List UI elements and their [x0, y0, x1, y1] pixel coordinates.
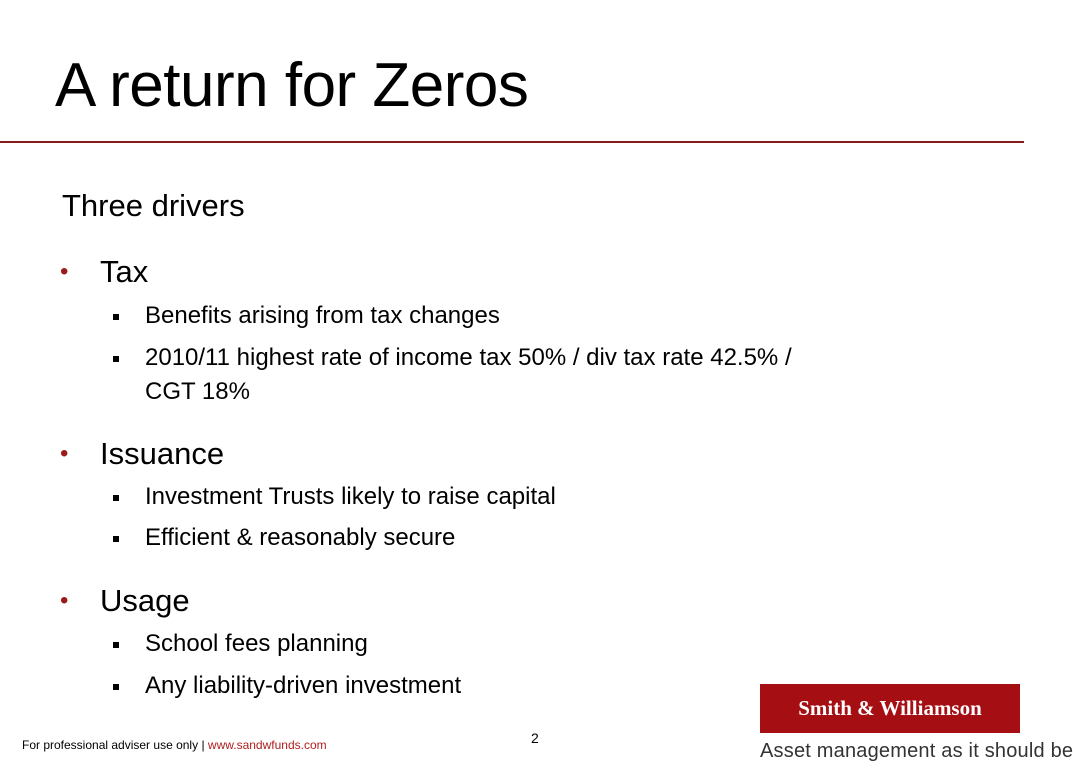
- square-bullet-icon: [113, 356, 119, 362]
- footer-separator: |: [201, 738, 205, 752]
- bullet-heading: Tax: [100, 254, 149, 289]
- sub-bullet-text: Any liability-driven investment: [145, 672, 462, 699]
- footer-disclaimer: For professional adviser use only: [22, 738, 199, 752]
- bullet-dot-icon: •: [60, 587, 69, 614]
- title-divider: [0, 141, 1024, 143]
- sub-bullet-text: CGT 18%: [145, 378, 250, 405]
- slide-subtitle: Three drivers: [62, 188, 245, 223]
- square-bullet-icon: [113, 642, 119, 648]
- sub-bullet-text: 2010/11 highest rate of income tax 50% / div tax rate 42.5% /: [145, 344, 792, 371]
- bullet-dot-icon: •: [60, 440, 69, 467]
- square-bullet-icon: [113, 314, 119, 320]
- square-bullet-icon: [113, 684, 119, 690]
- bullet-heading: Usage: [100, 583, 190, 618]
- brand-logo: Smith & Williamson: [760, 684, 1020, 733]
- square-bullet-icon: [113, 536, 119, 542]
- sub-bullet-text: Investment Trusts likely to raise capital: [145, 483, 556, 510]
- slide-title: A return for Zeros: [55, 51, 529, 120]
- page-number: 2: [531, 730, 539, 746]
- footer-website-link[interactable]: www.sandwfunds.com: [207, 738, 327, 752]
- sub-bullet-text: School fees planning: [145, 630, 368, 657]
- bullet-dot-icon: •: [60, 258, 69, 285]
- sub-bullet-text: Benefits arising from tax changes: [145, 302, 500, 329]
- sub-bullet-text: Efficient & reasonably secure: [145, 524, 456, 551]
- footer-note: [22, 737, 327, 753]
- bullet-heading: Issuance: [100, 436, 225, 471]
- square-bullet-icon: [113, 495, 119, 501]
- brand-tagline: Asset management as it should be: [760, 740, 1073, 762]
